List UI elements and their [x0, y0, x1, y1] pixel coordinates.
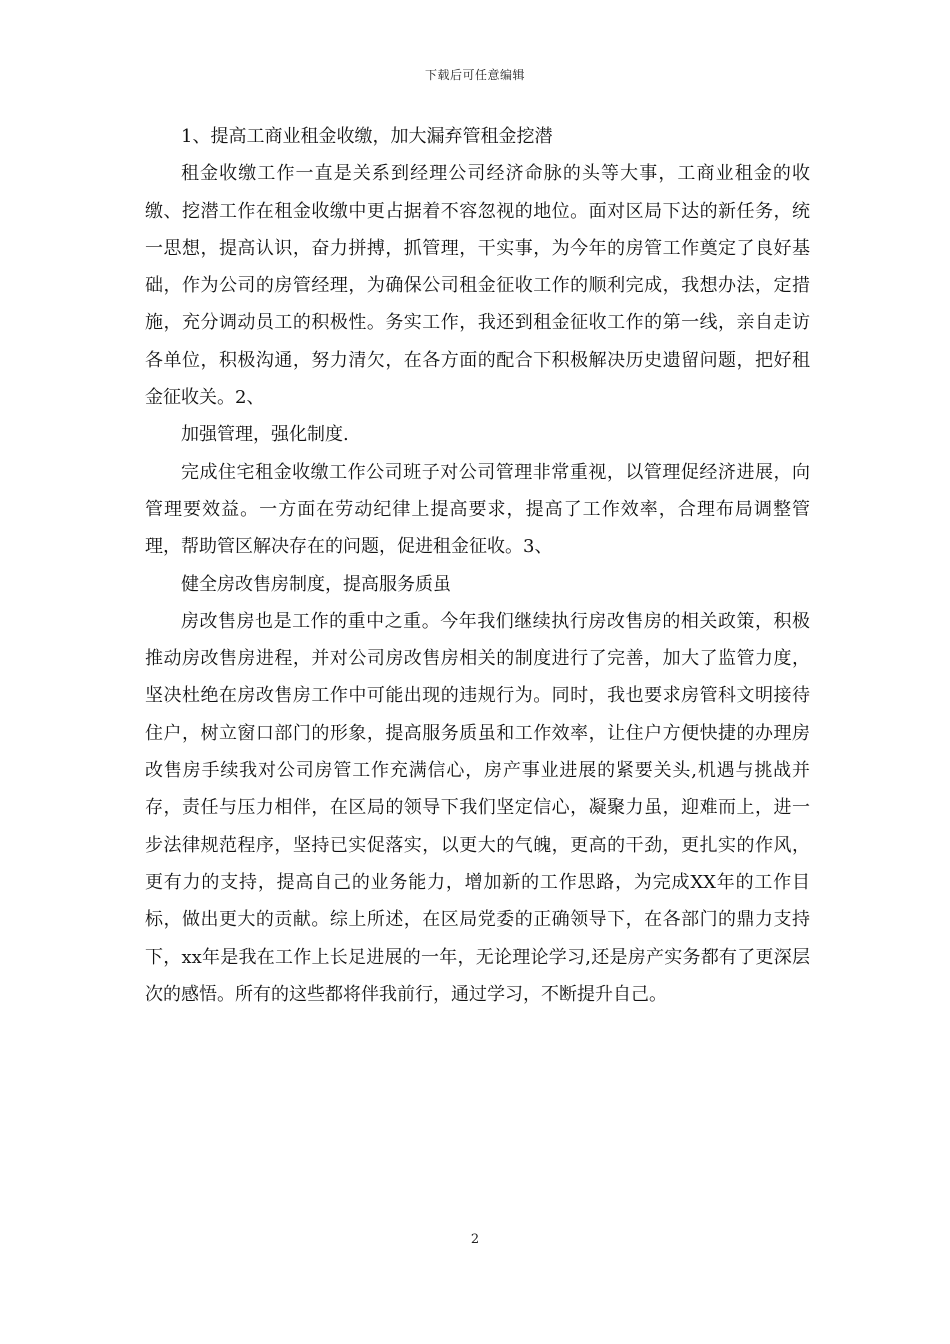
paragraph: 房改售房也是工作的重中之重。今年我们继续执行房改售房的相关政策，积极推动房改售房进程，并对公司房改售房相关的制度进行了完善，加大了监管力度，坚决杜绝在房改售房工作中可能出现的违规行为。同时，我也要求房管科文明接待住户，树立窗口部门的形象，提高服务质虽和工作效率，让住户方便快捷的办理房改售房手续我对公司房管工作充满信心，房产事业进展的紧要关头,机遇与挑战并存，责任与压力相伴，在区局的领导下我们坚定信心，凝聚力虽，迎难而上，进一步法律规范程序，坚持已实促落实，以更大的气魄，更高的干劲，更扎实的作风，更有力的支持，提高自己的业务能力，增加新的工作思路，为完成XX年的工作目标，做出更大的贡献。综上所述，在区局党委的正确领导下，在各部门的鼎力支持下，xx年是我在工作上长足进展的一年，无论理论学习,还是房产实务都有了更深层次的感悟。所有的这些都将伴我前行，通过学习，不断提升自己。 — [145, 610, 810, 1005]
paragraph: 租金收缴工作一直是关系到经理公司经济命脉的头等大事，工商业租金的收缴、挖潜工作在租金收缴中更占据着不容忽视的地位。面对区局下达的新任务，统一思想，提高认识，奋力拼搏，抓管理，干实事，为今年的房管工作奠定了良好基础，作为公司的房管经理，为确保公司租金征收工作的顺利完成，我想办法，定措施，充分调动员工的积极性。务实工作，我还到租金征收工作的第一线，亲自走访各单位，积极沟通，努力清欠，在各方面的配合下积极解决历史遗留问题，把好租金征收关。2、 — [145, 163, 810, 409]
heading-2: 加强管理，强化制度. — [181, 424, 349, 446]
document-body — [145, 118, 810, 1013]
page-header: 下载后可任意编辑 — [424, 68, 525, 82]
paragraph: 完成住宅租金收缴工作公司班子对公司管理非常重视，以管理促经济进展，向管理要效益。一方面在劳动纪律上提高要求，提高了工作效率，合理布局调整管理，帮助管区解决存在的问题，促进租金征收。3、 — [145, 461, 810, 558]
heading-3: 健全房改售房制度，提高服务质虽 — [181, 573, 451, 595]
page-number: 2 — [470, 1232, 480, 1247]
heading-1: 1、提高工商业租金收缴，加大漏弃管租金挖潜 — [181, 126, 553, 147]
